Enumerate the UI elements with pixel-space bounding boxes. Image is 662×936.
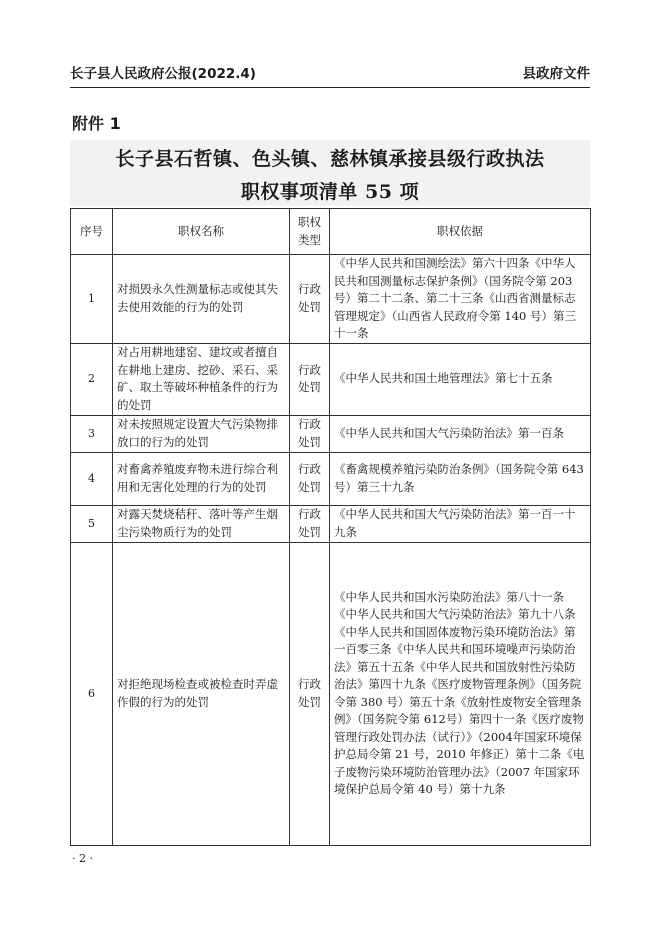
table-row	[71, 452, 591, 505]
row-name: 对畜禽养殖废弃物未进行综合利用和无害化处理的行为的处罚	[113, 452, 290, 505]
table-row	[71, 255, 591, 344]
row-basis: 《畜禽规模养殖污染防治条例》（国务院令第 643 号）第三十九条	[330, 452, 591, 505]
row-basis: 《中华人民共和国大气污染防治法》第一百一十九条	[330, 505, 591, 542]
row-basis: 《中华人民共和国土地管理法》第七十五条	[330, 343, 591, 415]
row-type: 行政处罚	[290, 343, 330, 415]
row-no: 4	[71, 452, 113, 505]
table-row	[71, 343, 591, 415]
row-no: 2	[71, 343, 113, 415]
table-row	[71, 415, 591, 452]
row-basis: 《中华人民共和国测绘法》第六十四条《中华人民共和国测量标志保护条例》（国务院令第 203 号）第二十二条、第二十三条《山西省测量标志管理规定》（山西省人民政府令第 140 号）第三十一条	[330, 255, 591, 344]
header-type: 职权类型	[290, 209, 330, 255]
table-row	[71, 542, 591, 845]
row-name: 对露天焚烧秸秆、落叶等产生烟尘污染物质行为的处罚	[113, 505, 290, 542]
row-name: 对未按照规定设置大气污染物排放口的行为的处罚	[113, 415, 290, 452]
row-basis: 《中华人民共和国水污染防治法》第八十一条《中华人民共和国大气污染防治法》第九十八条《中华人民共和国固体废物污染环境防治法》第一百零三条《中华人民共和国环境噪声污染防治法》第五十五条《中华人民共和国放射性污染防治法》第四十九条《医疗废物管理条例》（国务院令第 380 号）第五十条《放射性废物安全管理条例》（国务院令第 612号）第四十一条《医疗废物管理行政处罚办法（试行）》（2004年国家环境保护总局令第 21 号，2010 年修正）第十二条《电子废物污染环境防治管理办法》（2007 年国家环境保护总局令第 40 号）第十九条	[330, 542, 591, 845]
row-type: 行政处罚	[290, 255, 330, 344]
row-type: 行政处罚	[290, 415, 330, 452]
row-no: 1	[71, 255, 113, 344]
table-row	[71, 505, 591, 542]
header-basis: 职权依据	[330, 209, 591, 255]
header-name: 职权名称	[113, 209, 290, 255]
row-name: 对损毁永久性测量标志或使其失去使用效能的行为的处罚	[113, 255, 290, 344]
row-no: 3	[71, 415, 113, 452]
header-divider	[70, 87, 590, 88]
row-name: 对拒绝现场检查或被检查时弄虚作假的行为的处罚	[113, 542, 290, 845]
row-no: 6	[71, 542, 113, 845]
section-label: 县政府文件	[522, 66, 590, 82]
page-number: · 2 ·	[72, 852, 93, 865]
table-header-row	[71, 209, 591, 255]
row-type: 行政处罚	[290, 452, 330, 505]
row-name: 对占用耕地建窑、建坟或者擅自在耕地上建房、挖砂、采石、采矿、取土等破坏种植条件的行为的处罚	[113, 343, 290, 415]
gazette-title: 长子县人民政府公报(2022.4)	[70, 66, 256, 82]
header-no: 序号	[71, 209, 113, 255]
row-type: 行政处罚	[290, 505, 330, 542]
attachment-label: 附件 1	[72, 114, 121, 133]
document-title	[70, 140, 590, 206]
row-type: 行政处罚	[290, 542, 330, 845]
authority-table	[70, 208, 591, 846]
page-header	[70, 62, 590, 84]
title-line-1: 长子县石哲镇、色头镇、慈林镇承接县级行政执法	[115, 148, 545, 170]
row-no: 5	[71, 505, 113, 542]
title-line-2: 职权事项清单 55 项	[240, 181, 420, 203]
row-basis: 《中华人民共和国大气污染防治法》第一百条	[330, 415, 591, 452]
